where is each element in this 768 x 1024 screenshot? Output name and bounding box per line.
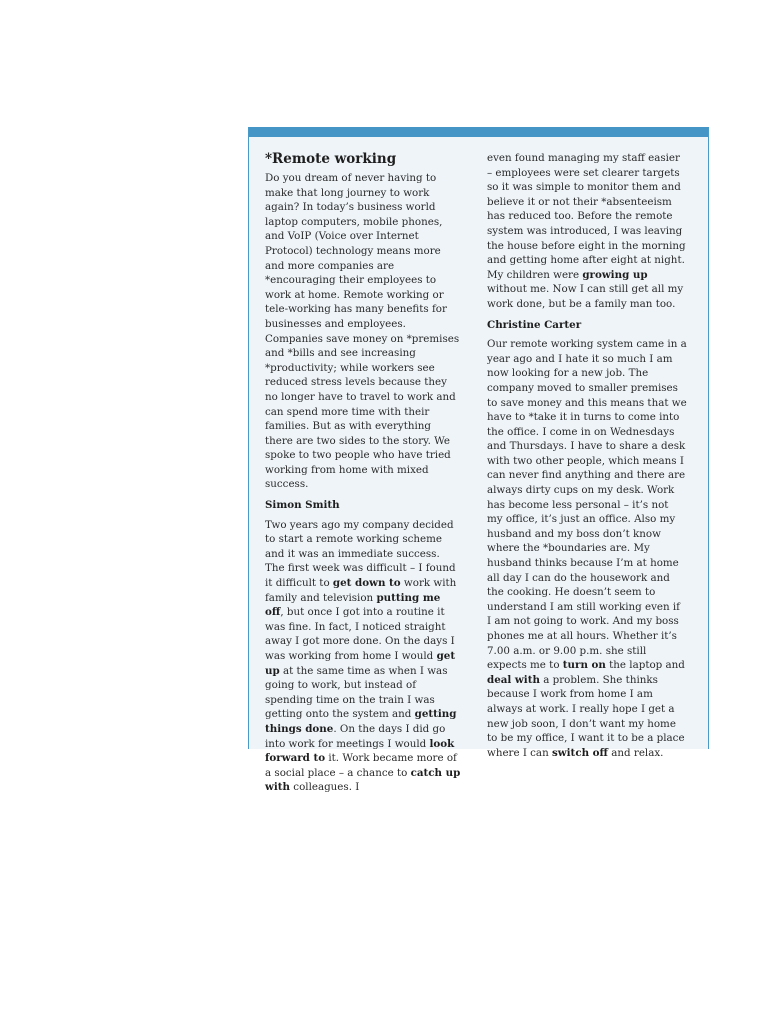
simon-paragraph bbox=[265, 518, 461, 795]
simon-text-6: it. Work became more of a social place – a chance to bbox=[265, 752, 457, 779]
christine-paragraph bbox=[487, 337, 687, 760]
christine-text-3: a problem. She thinks because I work from home I am always at work. I really hope I get a new job soon, I don’t want my home to be my office, I want it to be a place where I can bbox=[487, 673, 685, 759]
simon-text-2: work with family and television bbox=[265, 577, 457, 604]
simon-text-7-continued: even found managing my staff easier – employees were set clearer targets so it was simple to monitor them and believe it or not their *absenteeism has reduced too. Before the remote system was introduced, I was leaving the house before eight in the morning and getting home after eight at night. My children were bbox=[487, 152, 686, 281]
simon-text-4: at the same time as when I was going to work, but instead of spending time on the train I was getting onto the system and bbox=[265, 664, 448, 721]
phrasal-switch-off: switch off bbox=[551, 746, 608, 759]
simon-heading: Simon Smith bbox=[265, 499, 340, 512]
phrasal-getting-things-done: getting things done bbox=[265, 708, 457, 735]
article-box bbox=[248, 127, 709, 794]
phrasal-turn-on: turn on bbox=[562, 659, 606, 672]
simon-text-7: colleagues. I bbox=[290, 781, 360, 794]
left-column bbox=[265, 150, 461, 801]
phrasal-growing-up: growing up bbox=[582, 268, 648, 281]
phrasal-catch-up-with: catch up with bbox=[265, 766, 461, 794]
phrasal-deal-with: deal with bbox=[487, 673, 540, 686]
phrasal-get-down-to: get down to bbox=[332, 577, 401, 590]
christine-text-1: Our remote working system came in a year ago and I hate it so much I am now looking for a new job. The company moved to smaller premises to save money and this means that we have to *take it in turns to come into the office. I come in on Wednesdays and Thursdays. I have to share a desk with two other people, which means I can never find anything and there are always dirty cups on my desk. Work has become less personal – it’s not my office, it’s just an office. Also my husband and my boss don’t know where the *boundaries are. My husband thinks because I’m at home all day I can do the housework and the cooking. He doesn’t seem to understand I am still working even if I am not going to work. And my boss phones me at all hours. Whether it’s 7.00 a.m. or 9.00 p.m. she still expects me to bbox=[487, 338, 687, 672]
christine-text-4: and relax. bbox=[607, 746, 664, 759]
phrasal-get-up: get up bbox=[265, 650, 456, 677]
right-column bbox=[487, 151, 687, 766]
article-intro: Do you dream of never having to make that long journey to work again? In today’s business world laptop computers, mobile phones, and VoIP (Voice over Internet Protocol) technology means more and more companies are *encouraging their employees to work at home. Remote working or tele-working has many benefits for businesses and employees. Companies save money on *premises and *bills and see increasing *productivity; while workers see reduced stress levels because they no longer have to travel to work and can spend more time with their families. But as with everything there are two sides to the story. We spoke to two people who have tried working from home with mixed success. bbox=[265, 172, 460, 491]
christine-text-2: the laptop and bbox=[605, 659, 685, 672]
phrasal-putting-me-off: putting me off bbox=[265, 591, 441, 619]
christine-heading: Christine Carter bbox=[487, 318, 582, 331]
simon-text-8: without me. Now I can still get all my work done, but be a family man too. bbox=[487, 283, 684, 310]
simon-text-5: . On the days I did go into work for meetings I would bbox=[265, 722, 446, 750]
phrasal-look-forward-to: look forward to bbox=[265, 737, 455, 765]
simon-text-1: Two years ago my company decided to start a remote working scheme and it was an immediate success. The first week was difficult – I found it difficult to bbox=[265, 518, 456, 590]
simon-text-3: , but once I got into a routine it was fine. In fact, I noticed straight away I got more done. On the days I was working from home I would bbox=[265, 606, 455, 662]
article-title: *Remote working bbox=[265, 151, 397, 167]
header-bar bbox=[249, 127, 708, 137]
simon-paragraph-continued bbox=[487, 151, 687, 312]
